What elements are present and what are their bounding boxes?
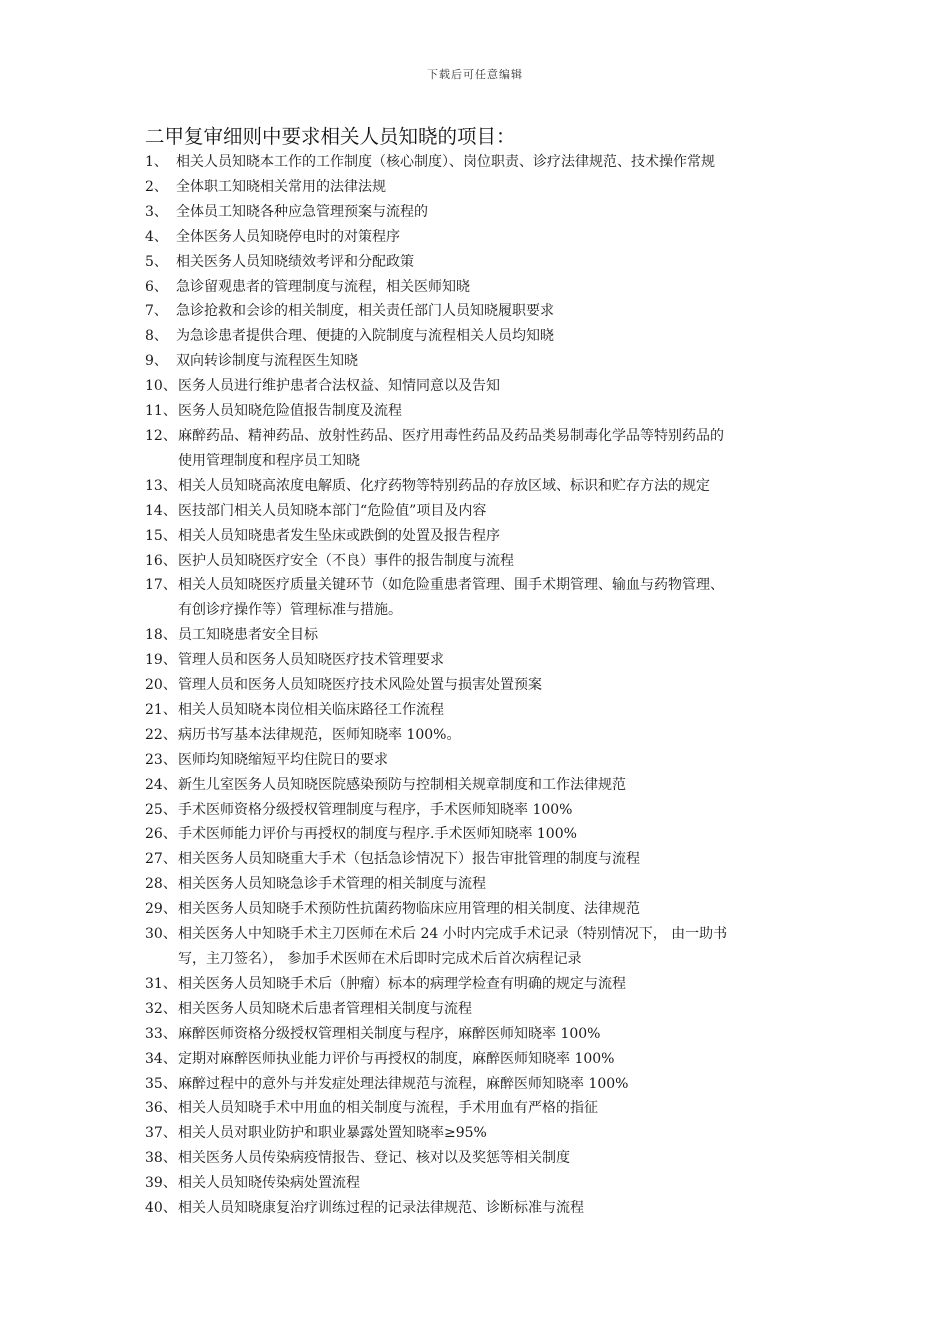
- item-number: 24、: [145, 776, 177, 793]
- list-item: [145, 1196, 825, 1221]
- item-number: 21、: [145, 701, 177, 718]
- item-text: 相关人员知晓患者发生坠床或跌倒的处置及报告程序: [178, 527, 500, 544]
- item-text: 双向转诊制度与流程医生知晓: [176, 353, 358, 370]
- list-item: [145, 997, 825, 1022]
- item-text: 手术医师能力评价与再授权的制度与程序.手术医师知晓率 100%: [178, 826, 577, 843]
- list-item: [145, 474, 825, 499]
- list-item: [145, 1171, 825, 1196]
- item-text: 新生儿室医务人员知晓医院感染预防与控制相关规章制度和工作法律规范: [178, 776, 626, 793]
- item-text: 有创诊疗操作等）管理标准与措施。: [178, 602, 402, 619]
- item-number: 2、: [145, 178, 168, 195]
- list-item: [145, 374, 825, 399]
- list-item: [145, 748, 825, 773]
- item-number: 28、: [145, 876, 177, 893]
- item-number: 34、: [145, 1050, 177, 1067]
- list-item: [145, 897, 825, 922]
- item-number: 32、: [145, 1000, 177, 1017]
- item-number: 40、: [145, 1200, 177, 1217]
- item-text: 医护人员知晓医疗安全（不良）事件的报告制度与流程: [178, 552, 514, 569]
- item-text: 全体医务人员知晓停电时的对策程序: [176, 228, 400, 245]
- item-text: 相关人员知晓传染病处置流程: [178, 1175, 360, 1192]
- item-text: 相关医务人员知晓绩效考评和分配政策: [176, 253, 414, 270]
- item-text: 相关医务人中知晓手术主刀医师在术后 24 小时内完成手术记录（特别情况下， 由一助书: [178, 926, 728, 943]
- item-number: 26、: [145, 826, 177, 843]
- list-item: [145, 175, 825, 200]
- list-item: [145, 773, 825, 798]
- list-item: [145, 399, 825, 424]
- item-text: 相关人员对职业防护和职业暴露处置知晓率≥95%: [178, 1125, 487, 1142]
- list-item: [145, 1072, 825, 1097]
- list-item: [145, 275, 825, 300]
- item-number: 23、: [145, 751, 177, 768]
- item-number: 17、: [145, 577, 177, 594]
- item-number: 18、: [145, 627, 177, 644]
- item-text: 相关人员知晓医疗质量关键环节（如危险重患者管理、围手术期管理、输血与药物管理、: [178, 577, 724, 594]
- item-number: 33、: [145, 1025, 177, 1042]
- item-number: 12、: [145, 427, 177, 444]
- item-text: 相关医务人员知晓术后患者管理相关制度与流程: [178, 1000, 472, 1017]
- item-text: 相关人员知晓本工作的工作制度（核心制度）、岗位职责、诊疗法律规范、技术操作常规: [176, 154, 715, 170]
- list-item: [145, 200, 825, 225]
- item-text: 定期对麻醉医师执业能力评价与再授权的制度，麻醉医师知晓率 100%: [178, 1050, 615, 1067]
- page-header: 下载后可任意编辑: [427, 68, 523, 81]
- list-item: [145, 972, 825, 997]
- item-text: 使用管理制度和程序员工知晓: [178, 452, 360, 469]
- item-text: 急诊留观患者的管理制度与流程，相关医师知晓: [176, 278, 470, 295]
- item-number: 38、: [145, 1150, 177, 1167]
- item-number: 10、: [145, 378, 177, 395]
- item-text: 相关人员知晓手术中用血的相关制度与流程，手术用血有严格的指征: [178, 1100, 598, 1117]
- list-item: [145, 623, 825, 648]
- list-item: [145, 573, 825, 623]
- item-number: 36、: [145, 1100, 177, 1117]
- item-text: 管理人员和医务人员知晓医疗技术风险处置与损害处置预案: [178, 677, 542, 694]
- item-number: 22、: [145, 726, 177, 743]
- item-number: 4、: [145, 228, 168, 245]
- item-text: 全体员工知晓各种应急管理预案与流程的: [176, 203, 428, 220]
- item-number: 14、: [145, 502, 177, 519]
- item-text: 麻醉药品、精神药品、放射性药品、医疗用毒性药品及药品类易制毒化学品等特别药品的: [178, 427, 724, 444]
- list-item: [145, 648, 825, 673]
- item-text: 为急诊患者提供合理、便捷的入院制度与流程相关人员均知晓: [176, 328, 554, 345]
- list-item: [145, 698, 825, 723]
- item-number: 25、: [145, 801, 177, 818]
- item-text: 急诊抢救和会诊的相关制度，相关责任部门人员知晓履职要求: [176, 303, 554, 320]
- item-number: 11、: [145, 403, 177, 420]
- item-text: 全体职工知晓相关常用的法律法规: [176, 178, 386, 195]
- item-text: 手术医师资格分级授权管理制度与程序，手术医师知晓率 100%: [178, 801, 573, 818]
- item-text: 相关医务人员传染病疫情报告、登记、核对以及奖惩等相关制度: [178, 1150, 570, 1167]
- item-text: 麻醉医师资格分级授权管理相关制度与程序，麻醉医师知晓率 100%: [178, 1025, 601, 1042]
- list-item: [145, 1146, 825, 1171]
- item-number: 19、: [145, 652, 177, 669]
- item-text: 员工知晓患者安全目标: [178, 627, 318, 644]
- item-number: 29、: [145, 901, 177, 918]
- item-number: 27、: [145, 851, 177, 868]
- item-text: 相关人员知晓康复治疗训练过程的记录法律规范、诊断标准与流程: [178, 1200, 584, 1217]
- item-number: 5、: [145, 253, 168, 270]
- item-number: 35、: [145, 1075, 177, 1092]
- item-number: 8、: [145, 328, 168, 345]
- list-item: [145, 1121, 825, 1146]
- item-text: 医务人员知晓危险值报告制度及流程: [178, 403, 402, 420]
- item-text: 麻醉过程中的意外与并发症处理法律规范与流程，麻醉医师知晓率 100%: [178, 1075, 629, 1092]
- item-text: 医技部门相关人员知晓本部门“危险值”项目及内容: [178, 502, 487, 519]
- list-item: [145, 225, 825, 250]
- list-item: [145, 549, 825, 574]
- item-number: 30、: [145, 926, 177, 943]
- requirement-list: [145, 150, 825, 1221]
- item-text: 相关医务人员知晓急诊手术管理的相关制度与流程: [178, 876, 486, 893]
- item-number: 39、: [145, 1175, 177, 1192]
- item-text: 相关医务人员知晓重大手术（包括急诊情况下）报告审批管理的制度与流程: [178, 851, 640, 868]
- item-number: 20、: [145, 677, 177, 694]
- item-number: 9、: [145, 353, 168, 370]
- list-item: [145, 524, 825, 549]
- list-item: [145, 1047, 825, 1072]
- list-item: [145, 499, 825, 524]
- list-item: [145, 150, 825, 175]
- list-item: [145, 324, 825, 349]
- item-number: 16、: [145, 552, 177, 569]
- list-item: [145, 822, 825, 847]
- list-item: [145, 847, 825, 872]
- item-text: 相关医务人员知晓手术预防性抗菌药物临床应用管理的相关制度、法律规范: [178, 901, 640, 918]
- item-text: 管理人员和医务人员知晓医疗技术管理要求: [178, 652, 444, 669]
- item-text: 医师均知晓缩短平均住院日的要求: [178, 751, 388, 768]
- item-number: 3、: [145, 203, 168, 220]
- item-number: 31、: [145, 975, 177, 992]
- document-title: 二甲复审细则中要求相关人员知晓的项目：: [145, 125, 516, 148]
- item-number: 6、: [145, 278, 168, 295]
- item-text: 相关医务人员知晓手术后（肿瘤）标本的病理学检查有明确的规定与流程: [178, 975, 626, 992]
- list-item: [145, 299, 825, 324]
- list-item: [145, 1022, 825, 1047]
- list-item: [145, 673, 825, 698]
- list-item: [145, 349, 825, 374]
- item-number: 37、: [145, 1125, 177, 1142]
- item-number: 15、: [145, 527, 177, 544]
- item-number: 7、: [145, 303, 168, 320]
- item-text: 相关人员知晓本岗位相关临床路径工作流程: [178, 701, 444, 718]
- list-item: [145, 798, 825, 823]
- item-text: 病历书写基本法律规范，医师知晓率 100%。: [178, 726, 461, 743]
- item-text: 相关人员知晓高浓度电解质、化疗药物等特别药品的存放区域、标识和贮存方法的规定: [178, 477, 710, 494]
- item-text: 医务人员进行维护患者合法权益、知情同意以及告知: [178, 378, 500, 395]
- list-item: [145, 1096, 825, 1121]
- item-text: 写，主刀签名）， 参加手术医师在术后即时完成术后首次病程记录: [178, 951, 582, 967]
- item-number: 13、: [145, 477, 177, 494]
- list-item: [145, 922, 825, 972]
- list-item: [145, 723, 825, 748]
- list-item: [145, 872, 825, 897]
- item-number: 1、: [145, 154, 168, 170]
- list-item: [145, 424, 825, 474]
- list-item: [145, 250, 825, 275]
